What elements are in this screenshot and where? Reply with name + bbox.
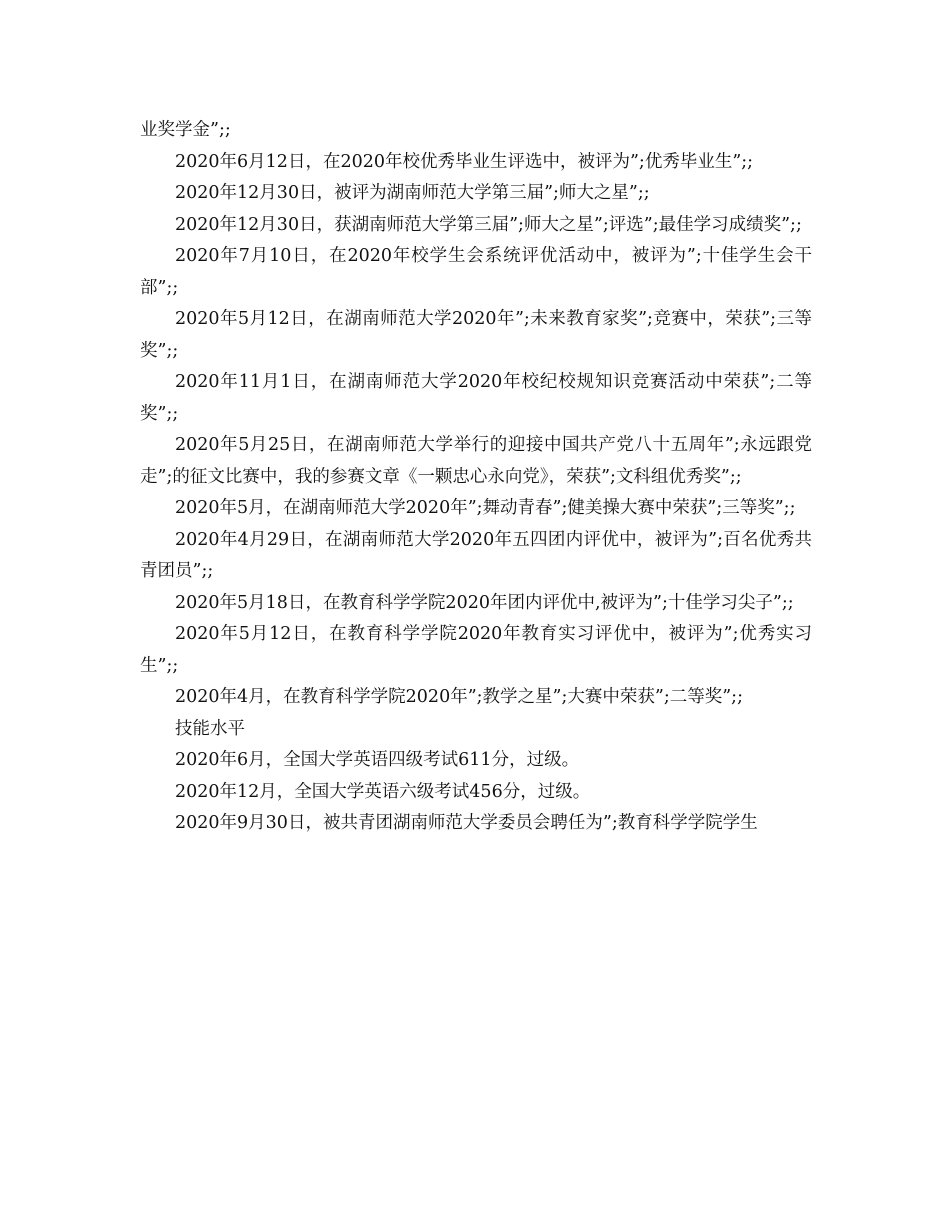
paragraph-essay-award: 2020年5月25日，在湖南师范大学举行的迎接中国共产党八十五周年”;永远跟党走”;的征文比赛中，我的参赛文章《一颗忠心永向党》，荣获”;文科组优秀奖”;; xyxy=(140,435,812,487)
document-body xyxy=(140,115,812,840)
paragraph-educator-award: 2020年5月12日，在湖南师范大学2020年”;未来教育家奖”;竞赛中，荣获”;三等奖”;; xyxy=(140,309,812,361)
paragraph-graduate-award: 2020年6月12日，在2020年校优秀毕业生评选中，被评为”;优秀毕业生”;; xyxy=(175,151,754,172)
paragraph-star-title: 2020年12月30日，被评为湖南师范大学第三届”;师大之星”;; xyxy=(175,183,650,203)
paragraph-league-member-award: 2020年4月29日，在湖南师范大学2020年五四团内评优中，被评为”;百名优秀共青团员”;; xyxy=(140,529,812,581)
paragraph-top-student-award: 2020年5月18日，在教育科学学院2020年团内评优中,被评为”;十佳学习尖子”;; xyxy=(175,592,794,613)
paragraph-teaching-star-award: 2020年4月，在教育科学学院2020年”;教学之星”;大赛中荣获”;二等奖”;; xyxy=(175,687,743,707)
paragraph-cet4: 2020年6月，全国大学英语四级考试611分，过级。 xyxy=(175,750,580,770)
paragraph-rules-quiz-award: 2020年11月1日，在湖南师范大学2020年校纪校规知识竞赛活动中荣获”;二等奖”;; xyxy=(140,372,812,424)
paragraph-star-study-award: 2020年12月30日，获湖南师范大学第三届”;师大之星”;评选”;最佳学习成绩奖”;; xyxy=(175,214,802,235)
paragraph-appointment: 2020年9月30日，被共青团湖南师范大学委员会聘任为”;教育科学学院学生 xyxy=(175,813,758,833)
paragraph-cet6: 2020年12月，全国大学英语六级考试456分，过级。 xyxy=(175,781,591,802)
paragraph-award-continuation: 业奖学金”;; xyxy=(140,120,231,140)
paragraph-internship-award: 2020年5月12日，在教育科学学院2020年教育实习评优中，被评为”;优秀实习生”;; xyxy=(140,624,812,676)
section-heading-skills: 技能水平 xyxy=(175,718,245,739)
paragraph-student-union-award: 2020年7月10日，在2020年校学生会系统评优活动中，被评为”;十佳学生会干部”;; xyxy=(140,246,812,298)
paragraph-aerobics-award: 2020年5月，在湖南师范大学2020年”;舞动青春”;健美操大赛中荣获”;三等奖”;; xyxy=(175,498,796,518)
